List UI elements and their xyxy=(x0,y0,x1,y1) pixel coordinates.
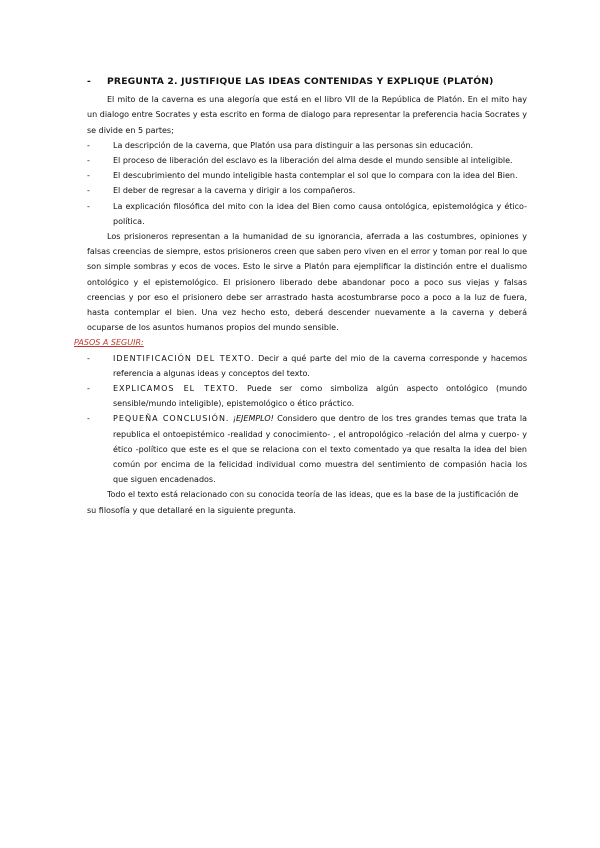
list-item: - EXPLICAMOS EL TEXTO. Puede ser como simboliza algún aspecto ontológico (mundo sensible/mundo inteligible), epistemológico o ético práctico. xyxy=(87,384,527,409)
list-item: - El descubrimiento del mundo inteligible hasta contemplar el sol que lo compara con la idea del Bien. xyxy=(87,171,518,181)
step-title: IDENTIFICACIÓN DEL TEXTO. xyxy=(113,353,255,363)
question-heading xyxy=(87,74,527,89)
step-text: Considero que dentro de los tres grandes temas que trata la republica el ontoepistémico -realidad y conocimiento- , el antropológico -relación del alma y cuerpo- y ético -político que este es el que se relaciona con el texto comentado ya que resalta la idea del bien común por encima de la felicidad individual como muestra del sentimiento de compasión hacia los que siguen encadenados. xyxy=(113,414,527,485)
body-paragraph: Los prisioneros representan a la humanidad de su ignorancia, aferrada a las costumbres, opiniones y falsas creencias de siempre, estos prisioneros creen que saben pero viven en el error y toman por real lo que son simple sombras y ecos de voces. Esto le sirve a Platón para ejemplificar la distinción entre el dualismo ontológico y el epistemológico. El prisionero liberado debe abandonar poco a poco sus viejas y falsas creencias y por eso el prisionero debe ser arrastrado hasta acostumbrarse poco a poco a la luz de fuera, hasta contemplar el bien. Una vez hecho esto, deberá descender nuevamente a la caverna y deberá ocuparse de los asuntos humanos propios del mundo sensible. xyxy=(87,232,527,333)
list-item: - El proceso de liberación del esclavo es la liberación del alma desde el mundo sensible al inteligible. xyxy=(87,156,513,166)
list-item: - La explicación filosófica del mito con la idea del Bien como causa ontológica, epistemológica y ético-política. xyxy=(87,201,527,226)
step-text: Puede ser como simboliza algún aspecto ontológico (mundo sensible/mundo inteligible), epistemológico o ético práctico. xyxy=(113,384,527,409)
list-item: - El deber de regresar a la caverna y dirigir a los compañeros. xyxy=(87,186,356,196)
closing-paragraph: Todo el texto está relacionado con su conocida teoría de las ideas, que es la base de la justificación de su filosofía y que detallaré en la siguiente pregunta. xyxy=(87,490,519,515)
myth-parts-list xyxy=(87,138,527,229)
steps-list xyxy=(87,351,527,488)
document-body xyxy=(74,74,527,518)
step-text: Decir a qué parte del mio de la caverna corresponde y hacemos referencia a algunas ideas y conceptos del texto. xyxy=(113,353,527,378)
list-item: - IDENTIFICACIÓN DEL TEXTO. Decir a qué parte del mio de la caverna corresponde y hacemos referencia a algunas ideas y conceptos del texto. xyxy=(87,353,527,378)
steps-label: PASOS A SEGUIR: xyxy=(74,338,144,348)
step-example: ¡EJEMPLO! xyxy=(229,414,274,424)
step-title: EXPLICAMOS EL TEXTO. xyxy=(113,384,239,394)
intro-paragraph: El mito de la caverna es una alegoría que está en el libro VII de la República de Platón. En el mito hay un dialogo entre Socrates y esta escrito en forma de dialogo para representar la preferencia hacia Socrates y se divide en 5 partes; xyxy=(87,95,527,135)
step-title: PEQUEÑA CONCLUSIÓN. xyxy=(113,414,230,424)
heading-dash: - xyxy=(87,76,92,87)
list-item: - PEQUEÑA CONCLUSIÓN. ¡EJEMPLO! Considero que dentro de los tres grandes temas que trata la republica el ontoepistémico -realidad y conocimiento- , el antropológico -relación del alma y cuerpo- y ético -político que este es el que se relaciona con el texto comentado ya que resalta la idea del bien común por encima de la felicidad individual como muestra del sentimiento de compasión hacia los que siguen encadenados. xyxy=(87,414,527,485)
list-item: - La descripción de la caverna, que Platón usa para distinguir a las personas sin educación. xyxy=(87,140,474,150)
heading-text: PREGUNTA 2. JUSTIFIQUE LAS IDEAS CONTENIDAS Y EXPLIQUE (PLATÓN) xyxy=(107,76,494,87)
